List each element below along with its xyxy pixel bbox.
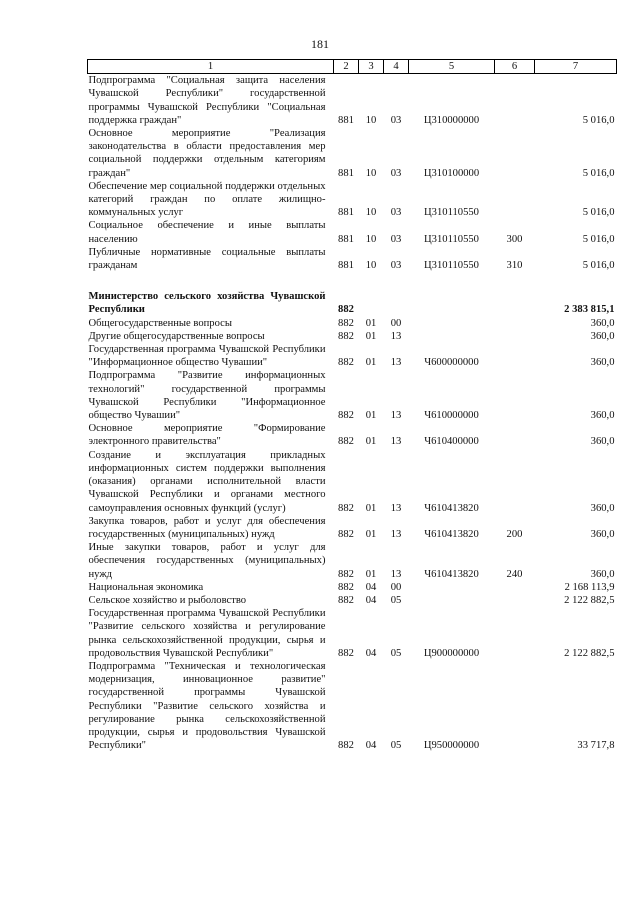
row-target-article: Ч600000000 — [424, 357, 479, 369]
row-subsection: 13 — [390, 357, 402, 369]
row-expense-type — [495, 594, 535, 607]
row-section: 04 — [365, 740, 377, 752]
table-row — [88, 594, 617, 607]
row-amount: 360,0 — [590, 317, 615, 329]
row-target-article: Ц950000000 — [423, 740, 480, 752]
row-name: Другие общегосударственные вопросы — [88, 330, 265, 342]
row-target-article: Ч610413820 — [424, 568, 479, 580]
row-admin-code: 882 — [338, 410, 354, 422]
row-admin-code: 882 — [338, 594, 354, 606]
row-amount: 2 168 113,9 — [564, 581, 615, 593]
row-admin-code: 882 — [338, 357, 354, 369]
row-section: 10 — [365, 260, 377, 272]
row-section: 01 — [365, 568, 377, 580]
row-admin-code: 882 — [338, 317, 354, 329]
row-admin-code: 882 — [338, 581, 354, 593]
row-section: 10 — [365, 167, 377, 179]
row-name: Основное мероприятие "Реализация законодательства в области предоставления мер социальной поддержки отдельным категориям граждан" — [88, 128, 326, 179]
row-subsection: 13 — [390, 528, 402, 540]
row-admin-code: 882 — [338, 740, 354, 752]
row-admin-code: 882 — [338, 502, 354, 514]
row-name: Публичные нормативные социальные выплаты гражданам — [88, 246, 326, 272]
row-subsection — [384, 272, 409, 290]
row-target-article: Ц310000000 — [423, 114, 480, 126]
row-admin-code: 881 — [338, 207, 354, 219]
row-section: 10 — [365, 233, 377, 245]
table-row — [88, 541, 617, 581]
table-row — [88, 422, 617, 448]
row-name: Подпрограмма "Социальная защита населения Чувашской Республики" государственной программы Чувашской Республики "Социальная поддержка граждан" — [88, 75, 326, 126]
row-expense-type — [495, 369, 535, 422]
row-amount: 360,0 — [590, 436, 615, 448]
row-expense-type — [495, 74, 535, 127]
row-section: 10 — [365, 207, 377, 219]
row-section: 04 — [365, 581, 377, 593]
row-expense-type: 300 — [506, 233, 523, 245]
row-subsection: 13 — [390, 410, 402, 422]
row-section — [359, 290, 384, 316]
row-expense-type — [495, 449, 535, 515]
row-target-article: Ц900000000 — [423, 647, 480, 659]
table-body — [88, 74, 617, 753]
row-section — [359, 272, 384, 290]
table-row — [88, 219, 617, 245]
row-subsection: 13 — [390, 436, 402, 448]
row-admin-code — [334, 272, 359, 290]
column-header: 2 — [334, 60, 359, 74]
table-row — [88, 343, 617, 369]
row-section: 01 — [365, 528, 377, 540]
row-name: Социальное обеспечение и иные выплаты населению — [88, 220, 326, 245]
row-target-article: Ц310110550 — [424, 260, 479, 272]
row-subsection: 03 — [390, 114, 402, 126]
table-row — [88, 246, 617, 272]
row-subsection: 13 — [390, 330, 402, 342]
row-admin-code: 881 — [338, 167, 354, 179]
row-target-article: Ч610400000 — [424, 436, 479, 448]
row-name: Государственная программа Чувашской Республики "Развитие сельского хозяйства и регулирование рынка сельскохозяйственной продукции, сырья и продовольствия Чувашской Республики" — [88, 608, 326, 659]
row-amount: 360,0 — [590, 502, 615, 514]
table-row — [88, 369, 617, 422]
row-target-article: Ц310110550 — [424, 233, 479, 245]
row-section: 04 — [365, 647, 377, 659]
page-number: 181 — [311, 37, 329, 51]
row-target-article: Ч610000000 — [424, 410, 479, 422]
table-row — [88, 272, 617, 290]
row-subsection: 05 — [390, 594, 402, 606]
row-section: 10 — [365, 114, 377, 126]
row-admin-code: 882 — [338, 568, 354, 580]
table-row — [88, 180, 617, 220]
table-row — [88, 317, 617, 330]
row-subsection: 05 — [390, 740, 402, 752]
row-expense-type — [495, 272, 535, 290]
row-target-article: Ч610413820 — [424, 528, 479, 540]
row-target-article: Ч610413820 — [424, 502, 479, 514]
row-subsection: 00 — [390, 317, 402, 329]
row-admin-code: 882 — [338, 528, 354, 540]
row-target-article — [409, 581, 495, 594]
row-name: Иные закупки товаров, работ и услуг для обеспечения государственных (муниципальных) нужд — [88, 542, 326, 580]
row-subsection: 03 — [390, 207, 402, 219]
row-target-article — [409, 594, 495, 607]
row-subsection: 13 — [390, 568, 402, 580]
row-amount: 360,0 — [590, 330, 615, 342]
row-amount: 360,0 — [590, 528, 615, 540]
row-expense-type: 240 — [506, 568, 523, 580]
row-expense-type: 200 — [506, 528, 523, 540]
row-target-article — [409, 330, 495, 343]
row-amount — [535, 272, 617, 290]
row-admin-code: 882 — [338, 647, 354, 659]
table-row — [88, 607, 617, 660]
row-amount: 5 016,0 — [582, 207, 615, 219]
row-expense-type — [495, 581, 535, 594]
row-target-article — [409, 272, 495, 290]
row-name — [88, 272, 334, 290]
row-expense-type — [495, 127, 535, 180]
row-name: Обеспечение мер социальной поддержки отдельных категорий граждан по оплате жилищно-коммунальных услуг — [88, 180, 326, 219]
row-expense-type: 310 — [506, 260, 523, 272]
table-row — [88, 127, 617, 180]
column-header: 1 — [88, 60, 334, 74]
row-section: 01 — [365, 357, 377, 369]
row-subsection: 00 — [390, 581, 402, 593]
row-amount: 360,0 — [590, 568, 615, 580]
row-subsection: 05 — [390, 647, 402, 659]
row-admin-code: 882 — [338, 330, 354, 342]
row-admin-code: 881 — [338, 233, 354, 245]
row-target-article — [409, 317, 495, 330]
table-row — [88, 290, 617, 316]
row-amount: 2 122 882,5 — [564, 594, 615, 606]
row-section: 01 — [365, 436, 377, 448]
row-section: 04 — [365, 594, 377, 606]
row-expense-type — [495, 180, 535, 220]
row-section: 01 — [365, 330, 377, 342]
row-expense-type — [495, 422, 535, 448]
row-target-article: Ц310100000 — [423, 167, 480, 179]
row-expense-type — [495, 660, 535, 752]
row-name: Общегосударственные вопросы — [88, 317, 232, 329]
table-row — [88, 449, 617, 515]
row-expense-type — [495, 317, 535, 330]
table-row — [88, 330, 617, 343]
row-subsection: 03 — [390, 233, 402, 245]
row-amount: 5 016,0 — [582, 233, 615, 245]
column-header: 6 — [495, 60, 535, 74]
row-name: Национальная экономика — [88, 581, 204, 593]
row-admin-code: 881 — [338, 114, 354, 126]
row-subsection: 03 — [390, 260, 402, 272]
row-amount: 2 383 815,1 — [564, 304, 615, 316]
column-header: 4 — [384, 60, 409, 74]
table-row — [88, 515, 617, 541]
table-row — [88, 74, 617, 127]
row-amount: 5 016,0 — [582, 260, 615, 272]
row-admin-code: 882 — [338, 304, 354, 316]
row-target-article: Ц310110550 — [424, 207, 479, 219]
row-name: Создание и эксплуатация прикладных информационных систем поддержки выполнения (оказания) органами исполнительной власти Чувашской Республики и органами местного самоуправления основных функций (услуг) — [88, 449, 326, 514]
row-subsection — [384, 290, 409, 316]
row-expense-type — [495, 330, 535, 343]
row-target-article — [409, 290, 495, 316]
row-section: 01 — [365, 502, 377, 514]
row-section: 01 — [365, 410, 377, 422]
row-amount: 5 016,0 — [582, 114, 615, 126]
row-name: Подпрограмма "Техническая и технологическая модернизация, инновационное развитие" государственной программы Чувашской Республики "Развитие сельского хозяйства и регулирование рынка сельскохозяйственной продукции, сырья и продовольствия Чувашской Республики" — [88, 660, 326, 752]
row-expense-type — [495, 343, 535, 369]
column-header: 5 — [409, 60, 495, 74]
row-amount: 360,0 — [590, 357, 615, 369]
row-amount: 360,0 — [590, 410, 615, 422]
row-admin-code: 882 — [338, 436, 354, 448]
row-name: Закупка товаров, работ и услуг для обеспечения государственных (муниципальных) нужд — [88, 515, 326, 540]
table-row — [88, 660, 617, 752]
row-name: Государственная программа Чувашской Республики "Информационное общество Чувашии" — [88, 344, 326, 369]
row-amount: 33 717,8 — [577, 740, 615, 752]
table-row — [88, 581, 617, 594]
row-name: Министерство сельского хозяйства Чувашской Республики — [88, 291, 326, 316]
row-name: Подпрограмма "Развитие информационных технологий" государственной программы Чувашской Республики "Информационное общество Чувашии" — [88, 370, 326, 422]
column-number-header-row — [88, 60, 617, 74]
row-admin-code: 881 — [338, 260, 354, 272]
row-amount: 2 122 882,5 — [564, 647, 615, 659]
row-subsection: 03 — [390, 167, 402, 179]
row-expense-type — [495, 290, 535, 316]
row-section: 01 — [365, 317, 377, 329]
row-subsection: 13 — [390, 502, 402, 514]
budget-table — [87, 59, 617, 752]
row-amount: 5 016,0 — [582, 167, 615, 179]
column-header: 3 — [359, 60, 384, 74]
row-name: Основное мероприятие "Формирование электронного правительства" — [88, 423, 326, 448]
column-header: 7 — [535, 60, 617, 74]
row-name: Сельское хозяйство и рыболовство — [88, 594, 247, 606]
row-expense-type — [495, 607, 535, 660]
